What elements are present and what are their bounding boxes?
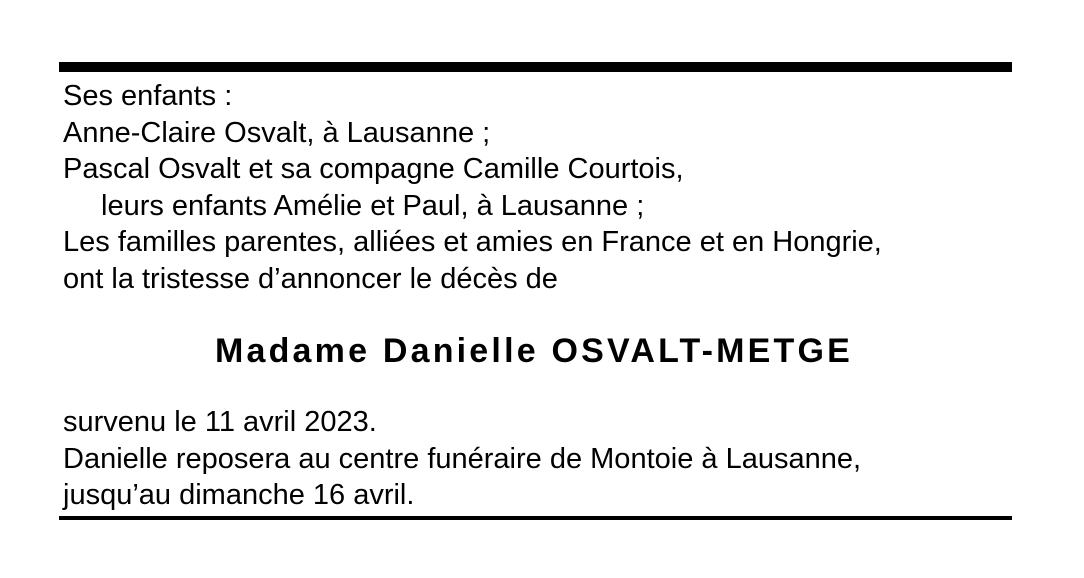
bottom-rule <box>59 516 1012 520</box>
top-rule <box>59 62 1012 72</box>
notice-closing <box>63 404 861 514</box>
intro-line: ont la tristesse d’annoncer le décès de <box>63 262 558 295</box>
intro-line: Ses enfants : <box>63 80 233 112</box>
deceased-name: Madame Danielle OSVALT-METGE <box>214 332 854 370</box>
notice-intro <box>63 78 882 297</box>
intro-line-indented: leurs enfants Amélie et Paul, à Lausanne ; <box>101 189 645 222</box>
closing-line: survenu le 11 avril 2023. <box>63 406 377 438</box>
intro-line: Les familles parentes, alliées et amies en France et en Hongrie, <box>63 226 882 258</box>
closing-line: jusqu’au dimanche 16 avril. <box>63 479 415 511</box>
intro-line: Pascal Osvalt et sa compagne Camille Courtois, <box>63 153 684 185</box>
closing-line: Danielle reposera au centre funéraire de Montoie à Lausanne, <box>63 442 862 475</box>
intro-line: Anne-Claire Osvalt, à Lausanne ; <box>63 116 491 149</box>
